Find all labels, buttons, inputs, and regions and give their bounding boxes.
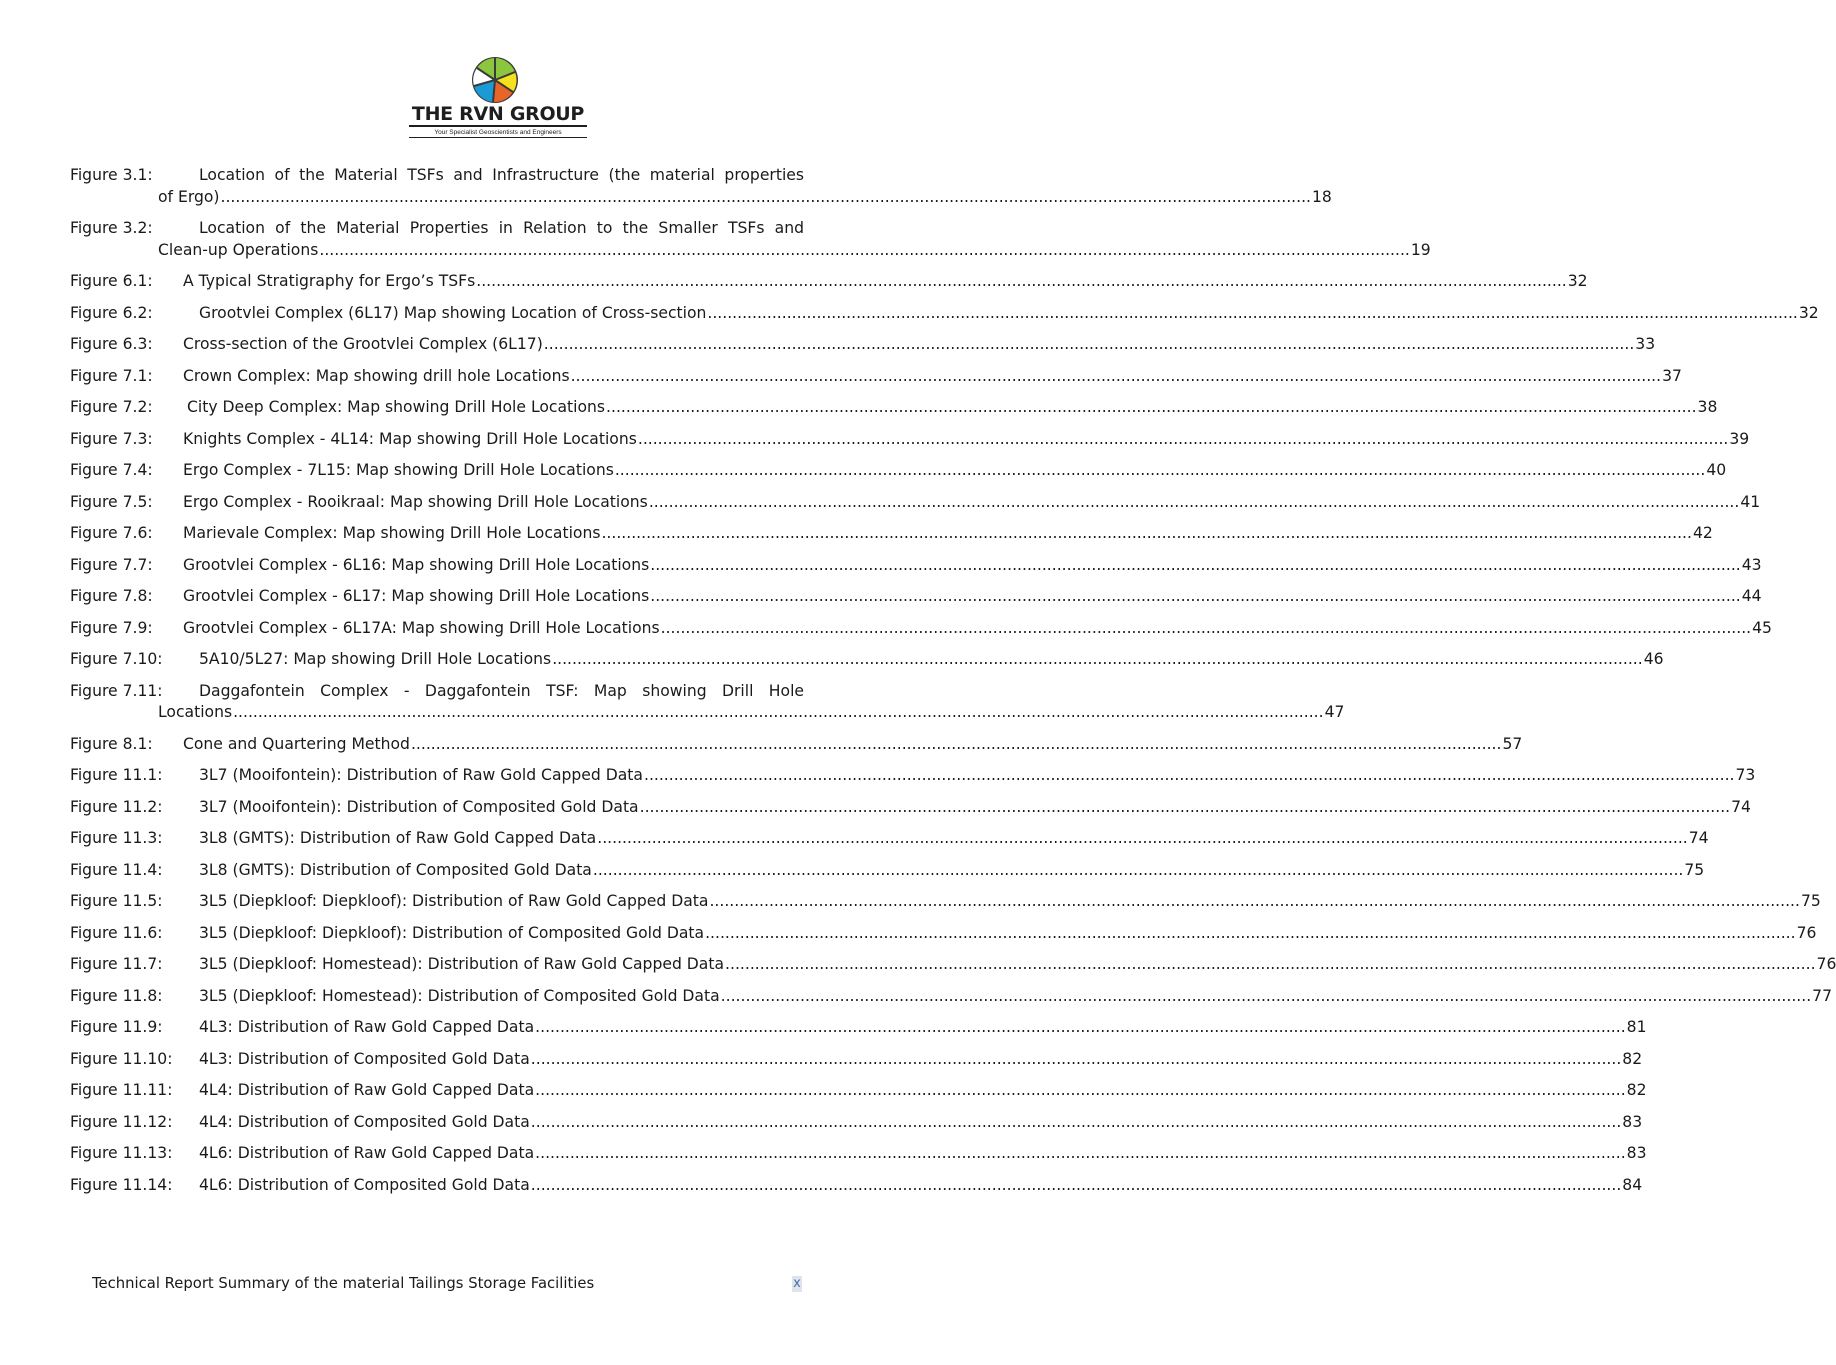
figure-title: 3L5 (Diepkloof: Diepkloof): Distribution of Composited Gold Data (199, 923, 705, 942)
figure-title: Location of the Material TSFs and Infrastructure (the material properties (199, 166, 804, 184)
figure-title: 3L8 (GMTS): Distribution of Raw Gold Capped Data (199, 829, 597, 847)
toc-entry[interactable] (70, 734, 1523, 756)
dot-leader: ............................................................................................................................................................................................................................ (535, 1018, 1626, 1036)
figure-number: Figure 11.11: (70, 1081, 173, 1099)
page-number: 73 (1735, 766, 1756, 784)
figure-title: 5A10/5L27: Map showing Drill Hole Locations (199, 650, 552, 668)
toc-entry[interactable] (70, 334, 1656, 356)
toc-entry[interactable] (70, 303, 1819, 325)
page-number: 37 (1662, 366, 1682, 385)
dot-leader: ............................................................................................................................................................................................................................ (637, 429, 1729, 448)
page-number: 75 (1800, 892, 1821, 910)
figure-title: 3L7 (Mooifontein): Distribution of Raw Gold Capped Data (199, 766, 643, 784)
page-number: 43 (1741, 555, 1762, 574)
figure-title-continued: Clean-up Operations (158, 240, 319, 259)
page-number: 74 (1688, 829, 1709, 847)
page-number: 39 (1729, 429, 1750, 448)
figure-title: Grootvlei Complex (6L17) Map showing Location of Cross-section (199, 303, 707, 322)
toc-entry[interactable] (70, 523, 1713, 545)
figure-number: Figure 8.1: (70, 734, 153, 753)
toc-entry[interactable] (70, 165, 1332, 208)
figure-title: Daggafontein Complex - Daggafontein TSF: Map showing Drill Hole (199, 681, 804, 700)
dot-leader: ............................................................................................................................................................................................................................ (650, 587, 1741, 605)
toc-entry[interactable] (70, 828, 1709, 850)
dot-leader: ............................................................................................................................................................................................................................ (570, 366, 1662, 385)
footer-text: Technical Report Summary of the material Tailings Storage Facilities (92, 1275, 595, 1292)
figure-title: 4L3: Distribution of Composited Gold Data (199, 1049, 530, 1068)
toc-entry[interactable] (70, 797, 1751, 819)
toc-entry[interactable] (70, 765, 1756, 787)
page-number: 33 (1635, 335, 1656, 353)
toc-entry[interactable] (70, 1175, 1643, 1197)
figure-number: Figure 11.8: (70, 986, 163, 1005)
dot-leader: ............................................................................................................................................................................................................................ (535, 1144, 1626, 1162)
figure-number: Figure 11.7: (70, 955, 163, 973)
figure-title: 3L7 (Mooifontein): Distribution of Composited Gold Data (199, 797, 639, 816)
figure-number: Figure 11.6: (70, 923, 163, 942)
toc-entry[interactable] (70, 860, 1705, 882)
figure-number: Figure 6.1: (70, 272, 153, 290)
dot-leader: ............................................................................................................................................................................................................................ (648, 492, 1740, 511)
figure-title: Crown Complex: Map showing drill hole Locations (183, 366, 570, 385)
dot-leader: ............................................................................................................................................................................................................................ (709, 892, 1800, 910)
dot-leader: ............................................................................................................................................................................................................................ (543, 335, 1635, 353)
logo-tagline: Your Specialist Geoscientists and Engineers (434, 129, 562, 136)
toc-entry[interactable] (70, 429, 1750, 451)
dot-leader: ............................................................................................................................................................................................................................ (643, 766, 1735, 784)
figure-title: Knights Complex - 4L14: Map showing Drill Hole Locations (183, 429, 637, 448)
figure-number: Figure 7.11: (70, 681, 163, 700)
figure-number: Figure 7.1: (70, 366, 153, 385)
page-number: 19 (1410, 240, 1431, 259)
figure-title: 4L4: Distribution of Composited Gold Data (199, 1112, 530, 1131)
company-logo (405, 56, 591, 140)
page-number: 45 (1752, 618, 1772, 637)
dot-leader: ............................................................................................................................................................................................................................ (552, 650, 1643, 668)
figure-number: Figure 6.3: (70, 335, 153, 353)
dot-leader: ............................................................................................................................................................................................................................ (597, 829, 1688, 847)
figure-title: City Deep Complex: Map showing Drill Hole Locations (187, 398, 606, 416)
page-number: 44 (1741, 587, 1762, 605)
toc-entry[interactable] (70, 218, 1431, 261)
page-number: 46 (1643, 650, 1664, 668)
figure-title: Cross-section of the Grootvlei Complex (6L17) (183, 335, 543, 353)
dot-leader: ............................................................................................................................................................................................................................ (410, 734, 1502, 753)
page-number: 81 (1626, 1018, 1647, 1036)
figure-number: Figure 11.14: (70, 1175, 173, 1194)
dot-leader: ............................................................................................................................................................................................................................ (530, 1175, 1622, 1194)
figure-number: Figure 11.5: (70, 892, 163, 910)
dot-leader: ............................................................................................................................................................................................................................ (606, 398, 1697, 416)
toc-entry[interactable] (70, 649, 1664, 671)
figure-title: Marievale Complex: Map showing Drill Hole Locations (183, 524, 601, 542)
toc-entry[interactable] (70, 923, 1817, 945)
dot-leader: ............................................................................................................................................................................................................................ (705, 923, 1796, 942)
figure-number: Figure 7.10: (70, 650, 163, 668)
toc-entry[interactable] (70, 460, 1727, 482)
toc-entry[interactable] (70, 586, 1762, 608)
figure-number: Figure 11.9: (70, 1018, 163, 1036)
page-number: 82 (1622, 1049, 1643, 1068)
footer-page-number: x (793, 1276, 801, 1291)
toc-entry[interactable] (70, 555, 1762, 577)
page-number: 32 (1798, 303, 1819, 322)
dot-leader: ............................................................................................................................................................................................................................ (650, 555, 1741, 574)
figure-number: Figure 11.2: (70, 797, 163, 816)
page-number: 32 (1567, 272, 1588, 290)
list-of-figures (70, 165, 1836, 1206)
toc-entry[interactable] (70, 397, 1718, 419)
figure-number: Figure 11.12: (70, 1112, 173, 1131)
toc-entry[interactable] (70, 271, 1588, 293)
page-number: 83 (1622, 1112, 1643, 1131)
figure-number: Figure 7.4: (70, 461, 153, 479)
toc-entry[interactable] (70, 891, 1821, 913)
toc-entry[interactable] (70, 1080, 1647, 1102)
toc-entry[interactable] (70, 681, 1345, 724)
page-number: 74 (1731, 797, 1751, 816)
figure-number: Figure 11.4: (70, 860, 163, 879)
figure-title: Cone and Quartering Method (183, 734, 410, 753)
figure-title: 3L8 (GMTS): Distribution of Composited Gold Data (199, 860, 592, 879)
figure-title: Grootvlei Complex - 6L17: Map showing Drill Hole Locations (183, 587, 650, 605)
dot-leader: ............................................................................................................................................................................................................................ (530, 1112, 1622, 1131)
figure-number: Figure 11.1: (70, 766, 163, 784)
dot-leader: ............................................................................................................................................................................................................................ (720, 986, 1812, 1005)
dot-leader: ............................................................................................................................................................................................................................ (476, 272, 1567, 290)
dot-leader: ............................................................................................................................................................................................................................ (233, 703, 1324, 721)
dot-leader: ............................................................................................................................................................................................................................ (639, 797, 1731, 816)
dot-leader: ............................................................................................................................................................................................................................ (530, 1049, 1622, 1068)
dot-leader: ............................................................................................................................................................................................................................ (725, 955, 1816, 973)
figure-number: Figure 7.2: (70, 398, 153, 416)
figure-title: 4L3: Distribution of Raw Gold Capped Data (199, 1018, 535, 1036)
figure-title: 4L6: Distribution of Raw Gold Capped Data (199, 1144, 535, 1162)
rvn-logo-mark (471, 56, 519, 104)
dot-leader: ............................................................................................................................................................................................................................ (660, 618, 1752, 637)
figure-number: Figure 11.10: (70, 1049, 173, 1068)
figure-title: Grootvlei Complex - 6L17A: Map showing Drill Hole Locations (183, 618, 660, 637)
toc-entry[interactable] (70, 954, 1836, 976)
figure-title: 3L5 (Diepkloof: Diepkloof): Distribution of Raw Gold Capped Data (199, 892, 709, 910)
figure-number: Figure 11.13: (70, 1144, 173, 1162)
page-number: 42 (1692, 524, 1713, 542)
dot-leader: ............................................................................................................................................................................................................................ (614, 461, 1706, 479)
dot-leader: ............................................................................................................................................................................................................................ (220, 187, 1311, 206)
page-number: 18 (1312, 187, 1332, 206)
toc-entry[interactable] (70, 618, 1772, 640)
logo-name: THE RVN GROUP (411, 103, 585, 125)
page-number: 76 (1816, 955, 1836, 973)
figure-number: Figure 7.7: (70, 555, 153, 574)
figure-number: Figure 7.8: (70, 587, 153, 605)
page-number: 57 (1502, 734, 1523, 753)
figure-title: Ergo Complex - Rooikraal: Map showing Drill Hole Locations (183, 492, 648, 511)
figure-title: Ergo Complex - 7L15: Map showing Drill Hole Locations (183, 461, 614, 479)
figure-number: Figure 6.2: (70, 303, 153, 322)
figure-number: Figure 3.2: (70, 219, 153, 237)
figure-title-continued: of Ergo) (158, 187, 220, 206)
figure-title: Grootvlei Complex - 6L16: Map showing Drill Hole Locations (183, 555, 650, 574)
figure-number: Figure 7.3: (70, 429, 153, 448)
toc-entry[interactable] (70, 1017, 1647, 1039)
page-number: 83 (1626, 1144, 1647, 1162)
figure-title: 3L5 (Diepkloof: Homestead): Distribution of Raw Gold Capped Data (199, 955, 725, 973)
toc-entry[interactable] (70, 1143, 1647, 1165)
logo-rule (409, 137, 587, 138)
figure-title: 4L6: Distribution of Composited Gold Data (199, 1175, 530, 1194)
toc-entry[interactable] (70, 1112, 1643, 1134)
dot-leader: ............................................................................................................................................................................................................................ (601, 524, 1692, 542)
page-number: 76 (1796, 923, 1817, 942)
figure-number: Figure 7.5: (70, 492, 153, 511)
logo-rule (409, 125, 587, 127)
page-number: 40 (1706, 461, 1727, 479)
dot-leader: ............................................................................................................................................................................................................................ (592, 860, 1684, 879)
figure-number: Figure 11.3: (70, 829, 163, 847)
page-number: 75 (1684, 860, 1705, 879)
figure-title: 4L4: Distribution of Raw Gold Capped Data (199, 1081, 535, 1099)
figure-number: Figure 7.6: (70, 524, 153, 542)
dot-leader: ............................................................................................................................................................................................................................ (535, 1081, 1626, 1099)
toc-entry[interactable] (70, 366, 1682, 388)
page-number: 82 (1626, 1081, 1647, 1099)
page-number: 38 (1697, 398, 1718, 416)
figure-title: A Typical Stratigraphy for Ergo’s TSFs (183, 272, 476, 290)
page-number: 84 (1622, 1175, 1643, 1194)
dot-leader: ............................................................................................................................................................................................................................ (707, 303, 1798, 322)
figure-title: Location of the Material Properties in Relation to the Smaller TSFs and (199, 219, 804, 237)
toc-entry[interactable] (70, 492, 1761, 514)
page-number: 77 (1812, 986, 1833, 1005)
toc-entry[interactable] (70, 1049, 1643, 1071)
toc-entry[interactable] (70, 986, 1833, 1008)
page-number: 41 (1740, 492, 1761, 511)
figure-number: Figure 3.1: (70, 166, 153, 184)
figure-number: Figure 7.9: (70, 618, 153, 637)
figure-title-continued: Locations (158, 703, 233, 721)
figure-title: 3L5 (Diepkloof: Homestead): Distribution of Composited Gold Data (199, 986, 720, 1005)
dot-leader: ............................................................................................................................................................................................................................ (319, 240, 1410, 259)
page-number: 47 (1324, 703, 1345, 721)
